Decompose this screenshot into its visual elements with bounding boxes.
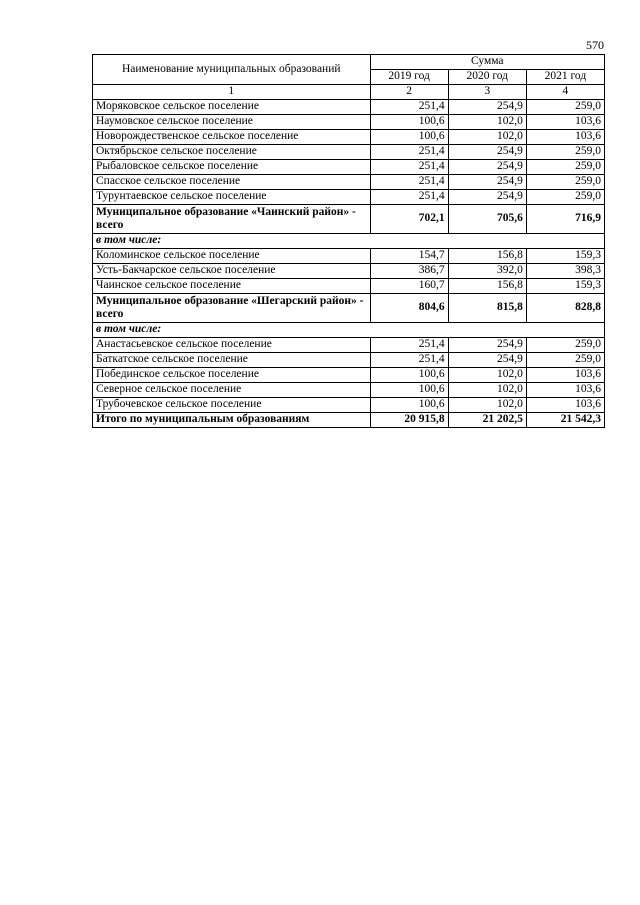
value-2021: 159,3 (526, 279, 604, 294)
value-2019: 160,7 (370, 279, 448, 294)
table-row (93, 175, 605, 190)
column-number-row (93, 85, 605, 100)
value-2020: 102,0 (448, 368, 526, 383)
grand-total-row (93, 413, 605, 428)
subheading-row (93, 234, 605, 249)
value-2020: 254,9 (448, 190, 526, 205)
column-number: 4 (526, 85, 604, 100)
value-2021: 259,0 (526, 175, 604, 190)
value-2020: 815,8 (448, 294, 526, 323)
name-column-header: Наименование муниципальных образований (93, 55, 371, 85)
page-number: 570 (586, 38, 604, 52)
value-2019: 100,6 (370, 383, 448, 398)
table-row (93, 145, 605, 160)
municipality-name: Коломинское сельское поселение (93, 249, 371, 264)
header-row (93, 55, 605, 70)
value-2020: 254,9 (448, 160, 526, 175)
value-2019: 100,6 (370, 368, 448, 383)
value-2019: 100,6 (370, 115, 448, 130)
value-2021: 103,6 (526, 115, 604, 130)
value-2021: 21 542,3 (526, 413, 604, 428)
value-2021: 259,0 (526, 160, 604, 175)
value-2020: 102,0 (448, 130, 526, 145)
value-2021: 828,8 (526, 294, 604, 323)
table-row (93, 338, 605, 353)
municipality-name: Спасское сельское поселение (93, 175, 371, 190)
value-2020: 102,0 (448, 398, 526, 413)
value-2021: 103,6 (526, 398, 604, 413)
table-body (93, 100, 605, 428)
table-row (93, 279, 605, 294)
municipality-name: Октябрьское сельское поселение (93, 145, 371, 160)
municipality-name: Чаинское сельское поселение (93, 279, 371, 294)
municipality-name: Побединское сельское поселение (93, 368, 371, 383)
column-number: 2 (370, 85, 448, 100)
budget-table (92, 54, 605, 428)
table-row (93, 100, 605, 115)
table-row (93, 130, 605, 145)
value-2021: 259,0 (526, 145, 604, 160)
municipality-name: Муниципальное образование «Чаинский район» - всего (93, 205, 371, 234)
value-2021: 259,0 (526, 338, 604, 353)
municipality-name: Турунтаевское сельское поселение (93, 190, 371, 205)
municipality-name: Усть-Бакчарское сельское поселение (93, 264, 371, 279)
value-2021: 259,0 (526, 353, 604, 368)
municipality-name: Анастасьевское сельское поселение (93, 338, 371, 353)
municipality-name: Трубочевское сельское поселение (93, 398, 371, 413)
value-2021: 716,9 (526, 205, 604, 234)
value-2019: 386,7 (370, 264, 448, 279)
table-row (93, 115, 605, 130)
value-2020: 392,0 (448, 264, 526, 279)
sum-column-header: Сумма (370, 55, 604, 70)
value-2019: 251,4 (370, 175, 448, 190)
value-2020: 102,0 (448, 383, 526, 398)
column-number: 1 (93, 85, 371, 100)
district-total-row (93, 294, 605, 323)
value-2021: 103,6 (526, 383, 604, 398)
value-2021: 103,6 (526, 130, 604, 145)
subheading-label: в том числе: (93, 234, 605, 249)
value-2020: 156,8 (448, 249, 526, 264)
municipality-name: Баткатское сельское поселение (93, 353, 371, 368)
value-2020: 254,9 (448, 338, 526, 353)
value-2021: 103,6 (526, 368, 604, 383)
table-row (93, 368, 605, 383)
year-header-2020: 2020 год (448, 70, 526, 85)
municipality-name: Наумовское сельское поселение (93, 115, 371, 130)
municipality-name: Моряковское сельское поселение (93, 100, 371, 115)
value-2019: 20 915,8 (370, 413, 448, 428)
value-2019: 251,4 (370, 190, 448, 205)
value-2019: 804,6 (370, 294, 448, 323)
municipality-name: Итого по муниципальным образованиям (93, 413, 371, 428)
subheading-label: в том числе: (93, 323, 605, 338)
municipality-name: Рыбаловское сельское поселение (93, 160, 371, 175)
value-2020: 21 202,5 (448, 413, 526, 428)
value-2020: 254,9 (448, 175, 526, 190)
municipality-name: Новорождественское сельское поселение (93, 130, 371, 145)
municipality-name: Муниципальное образование «Шегарский район» - всего (93, 294, 371, 323)
value-2019: 100,6 (370, 398, 448, 413)
value-2019: 100,6 (370, 130, 448, 145)
column-number: 3 (448, 85, 526, 100)
value-2020: 254,9 (448, 100, 526, 115)
value-2019: 251,4 (370, 160, 448, 175)
value-2020: 705,6 (448, 205, 526, 234)
value-2021: 259,0 (526, 100, 604, 115)
table-row (93, 190, 605, 205)
table-row (93, 160, 605, 175)
subheading-row (93, 323, 605, 338)
value-2020: 254,9 (448, 145, 526, 160)
value-2019: 154,7 (370, 249, 448, 264)
table-row (93, 383, 605, 398)
table-row (93, 264, 605, 279)
value-2019: 251,4 (370, 100, 448, 115)
table-row (93, 398, 605, 413)
value-2019: 251,4 (370, 145, 448, 160)
year-header-2021: 2021 год (526, 70, 604, 85)
municipality-name: Северное сельское поселение (93, 383, 371, 398)
table-row (93, 249, 605, 264)
value-2021: 259,0 (526, 190, 604, 205)
year-header-2019: 2019 год (370, 70, 448, 85)
value-2021: 398,3 (526, 264, 604, 279)
value-2020: 102,0 (448, 115, 526, 130)
value-2020: 156,8 (448, 279, 526, 294)
district-total-row (93, 205, 605, 234)
value-2019: 702,1 (370, 205, 448, 234)
value-2021: 159,3 (526, 249, 604, 264)
value-2020: 254,9 (448, 353, 526, 368)
value-2019: 251,4 (370, 353, 448, 368)
table-row (93, 353, 605, 368)
value-2019: 251,4 (370, 338, 448, 353)
